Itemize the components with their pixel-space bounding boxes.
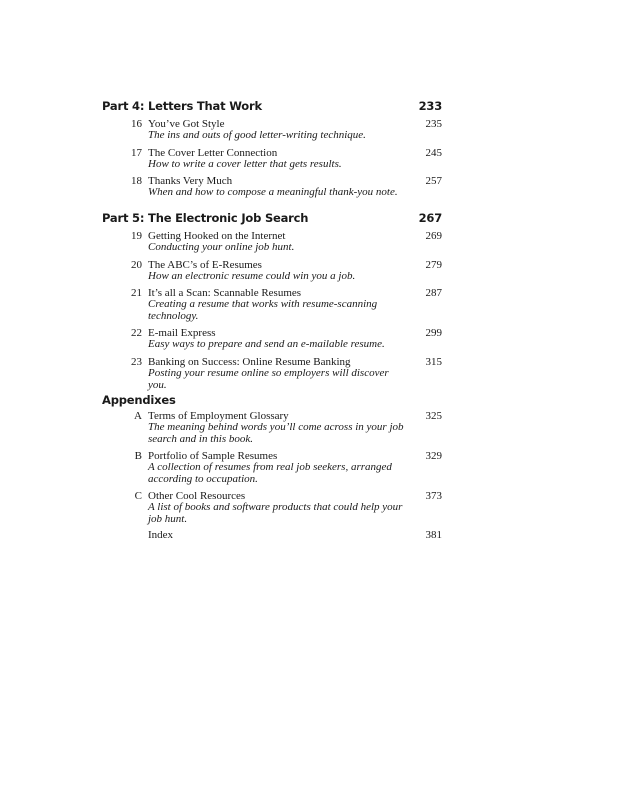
chapter-title: E-mail Express [148, 327, 216, 339]
chapter-page-number: 287 [425, 287, 442, 299]
appendix-page-number: 329 [425, 450, 442, 462]
chapter-title: The Cover Letter Connection [148, 147, 278, 159]
chapter-description: How to write a cover letter that gets results. [148, 158, 342, 170]
chapter-title: Banking on Success: Online Resume Banking [148, 356, 351, 368]
appendix-description: A list of books and software products that could help your job hunt. [148, 501, 403, 525]
chapter-description: Easy ways to prepare and send an e-mailable resume. [148, 338, 385, 350]
index-title: Index [148, 529, 174, 541]
chapter-page-number: 245 [425, 147, 442, 159]
appendix-letter: C [134, 490, 142, 502]
appendix-title: Other Cool Resources [148, 490, 246, 502]
appendix-description: A collection of resumes from real job seekers, arranged according to occupation. [148, 461, 392, 485]
chapter-number: 23 [131, 356, 142, 368]
chapter-description: When and how to compose a meaningful thank-you note. [148, 186, 398, 198]
chapter-description: Creating a resume that works with resume-scanning technology. [148, 298, 378, 322]
chapter-number: 18 [131, 175, 142, 187]
chapter-title: It’s all a Scan: Scannable Resumes [148, 287, 302, 299]
chapter-number: 20 [131, 259, 142, 271]
chapter-number: 21 [131, 287, 142, 299]
part-page-number: 267 [418, 211, 442, 225]
chapter-description: Conducting your online job hunt. [148, 241, 295, 253]
chapter-title: Thanks Very Much [148, 175, 233, 187]
appendix-page-number: 373 [425, 490, 442, 502]
chapter-title: You’ve Got Style [148, 118, 225, 130]
part-page-number: 233 [418, 99, 442, 113]
part-heading [102, 211, 442, 225]
appendix-letter: A [134, 410, 142, 422]
chapter-description: Posting your resume online so employers will discover you. [148, 367, 389, 391]
chapter-number: 22 [131, 327, 142, 339]
chapter-page-number: 257 [425, 175, 442, 187]
part-heading [102, 99, 442, 113]
chapter-number: 19 [131, 230, 142, 242]
chapter-title: The ABC’s of E-Resumes [148, 259, 262, 271]
chapter-number: 16 [131, 118, 142, 130]
appendix-letter: B [134, 450, 142, 462]
chapter-description: The ins and outs of good letter-writing technique. [148, 129, 366, 141]
chapter-page-number: 235 [425, 118, 442, 130]
chapter-page-number: 315 [425, 356, 442, 368]
chapter-page-number: 269 [425, 230, 442, 242]
part-title: Part 4: Letters That Work [102, 99, 262, 113]
appendix-title: Terms of Employment Glossary [148, 410, 289, 422]
index-page-number: 381 [425, 529, 442, 541]
chapter-description: How an electronic resume could win you a job. [148, 270, 356, 282]
chapter-page-number: 299 [425, 327, 442, 339]
appendix-description: The meaning behind words you’ll come across in your job search and in this book. [148, 421, 404, 445]
part-title: Appendixes [102, 393, 176, 407]
chapter-title: Getting Hooked on the Internet [148, 230, 286, 242]
chapter-number: 17 [131, 147, 142, 159]
part-heading [102, 393, 442, 407]
part-title: Part 5: The Electronic Job Search [102, 211, 309, 225]
appendix-page-number: 325 [425, 410, 442, 422]
appendix-title: Portfolio of Sample Resumes [148, 450, 278, 462]
chapter-page-number: 279 [425, 259, 442, 271]
